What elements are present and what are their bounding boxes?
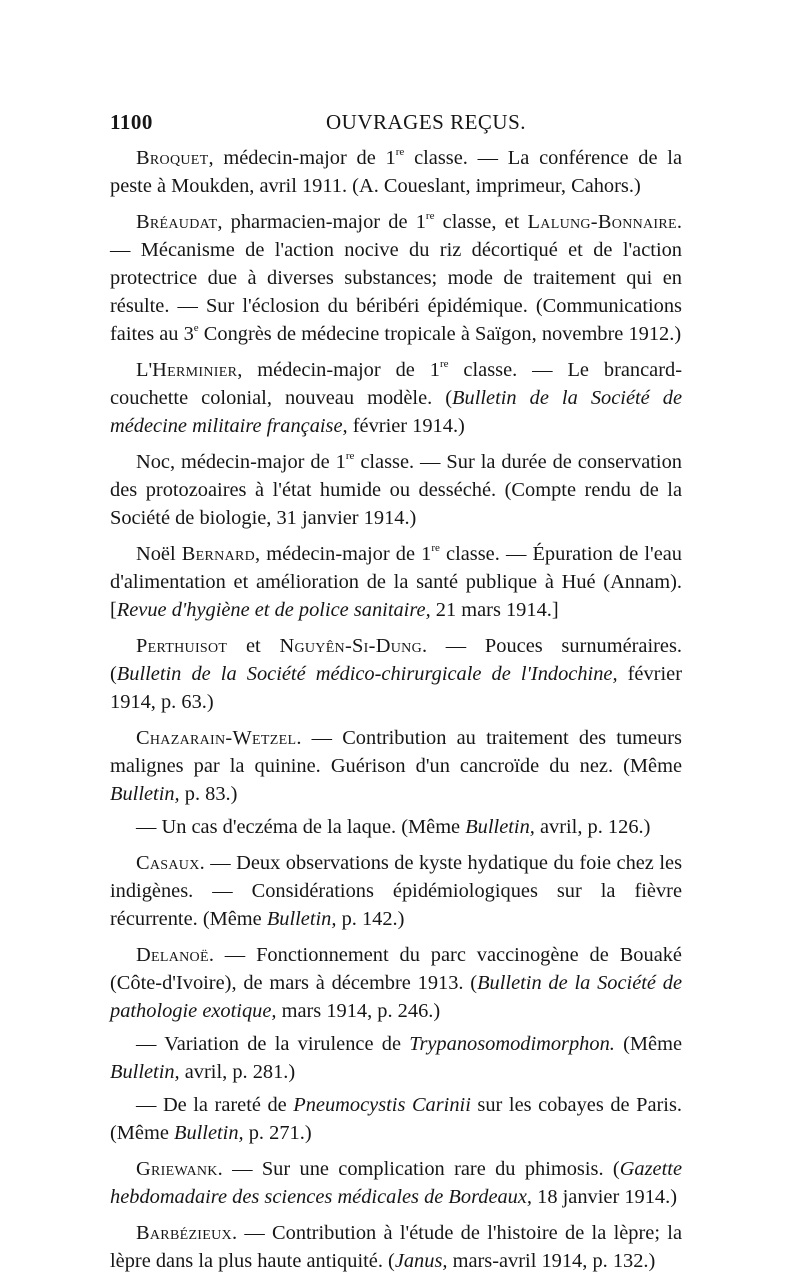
publication-title: Bulletin de la Société de médecine militaire française,: [110, 387, 682, 437]
author-name: Bernard: [181, 543, 256, 565]
entry-text: — Variation de la virulence de: [136, 1033, 410, 1055]
entry-text: . — Deux observations de kyste hydatique du foie chez les indigènes. — Considérations épidémiologiques sur la fièvre récurrente. (Même: [110, 852, 682, 930]
entry-text: mars 1914, p. 246.): [276, 1000, 441, 1022]
ordinal-suffix: re: [439, 358, 449, 370]
entry-text: , pharmacien-major de 1: [217, 211, 426, 233]
ordinal-suffix: re: [345, 450, 355, 462]
entry-text: . — Contribution au traitement des tumeurs malignes par la quinine. Guérison d'un cancroïde du nez. (Même: [110, 727, 682, 777]
bibliography-entry: [110, 448, 682, 532]
entry-text: (Même: [614, 1033, 682, 1055]
bibliography-entry-continuation: [110, 813, 682, 841]
author-name: Lalung-Bonnaire: [527, 211, 677, 233]
ordinal-suffix: re: [431, 542, 440, 554]
entry-text: , médecin-major de 1: [208, 147, 396, 169]
entry-text: avril, p. 126.): [534, 816, 651, 838]
entry-text: Noc, médecin-major de 1: [136, 451, 346, 473]
page-number: 1100: [110, 110, 153, 134]
bibliography-entry-continuation: [110, 1091, 682, 1147]
entry-text: . — Contribution à l'étude de l'histoire de la lèpre; la lèpre dans la plus haute antiquité. (: [110, 1222, 682, 1272]
entry-text: . — Mécanisme de l'action nocive du riz décortiqué et de l'action protectrice due à diverses substances; mode de traitement qui en résulte. — Sur l'éclosion du béribéri épidémique. (Communications faites au 3: [110, 211, 682, 345]
publication-title: Bulletin de la Société médico-chirurgicale de l'Indochine,: [116, 663, 618, 685]
publication-title: Janus,: [394, 1250, 448, 1272]
entry-text: Congrès de médecine tropicale à Saïgon, novembre 1912.): [198, 323, 682, 345]
entry-text: mars-avril 1914, p. 132.): [447, 1250, 656, 1272]
author-name: Perthuisot: [136, 635, 228, 657]
bibliography-entry: [110, 1219, 682, 1275]
bibliography-entry: [110, 849, 682, 933]
entry-text: Noël: [136, 543, 182, 565]
entry-text: 21 mars 1914.]: [430, 599, 559, 621]
ordinal-suffix: e: [193, 322, 199, 334]
entry-text: classe. — La conférence de la peste à Moukden, avril 1911. (A. Coueslant, imprimeur, Cahors.): [110, 147, 682, 197]
author-name: Barbézieux: [136, 1222, 232, 1244]
author-name: Delanoë: [136, 944, 209, 966]
bibliography-entry: [110, 144, 682, 200]
page-header: [110, 110, 682, 140]
entry-text: . — Sur une complication rare du phimosis. (: [217, 1158, 620, 1180]
publication-title: Bulletin,: [110, 1061, 180, 1083]
publication-title: Bulletin,: [465, 816, 535, 838]
entry-text: avril, p. 281.): [179, 1061, 296, 1083]
ordinal-suffix: re: [425, 210, 435, 222]
bibliography-entry: [110, 724, 682, 808]
entry-text: , médecin-major de 1: [237, 359, 440, 381]
bibliography-entry: [110, 540, 682, 624]
author-name: Bréaudat: [136, 211, 218, 233]
author-name: Nguyên-Si-Dung: [279, 635, 422, 657]
bibliography-entry-continuation: [110, 1030, 682, 1086]
publication-title: Pneumocystis Carinii: [293, 1094, 471, 1116]
entry-text: février 1914, p. 63.): [110, 663, 682, 713]
entry-text: classe, et: [434, 211, 528, 233]
entry-text: — De la rareté de: [136, 1094, 294, 1116]
entry-text: , médecin-major de 1: [255, 543, 432, 565]
author-name: Herminier: [152, 359, 238, 381]
author-name: Casaux: [136, 852, 200, 874]
publication-title: Bulletin,: [173, 1122, 244, 1144]
book-page: [110, 110, 682, 1283]
entry-text: 18 janvier 1914.): [532, 1186, 677, 1208]
entry-text: p. 271.): [243, 1122, 312, 1144]
author-name: Griewank: [136, 1158, 218, 1180]
bibliography-entry: [110, 941, 682, 1025]
entry-text: classe. — Sur la durée de conservation des protozoaires à l'état humide ou desséché. (Compte rendu de la Société de biologie, 31 janvier 1914.): [110, 451, 682, 529]
publication-title: Gazette hebdomadaire des sciences médicales de Bordeaux,: [110, 1158, 682, 1208]
publication-title: Revue d'hygiène et de police sanitaire,: [116, 599, 431, 621]
entry-text: — Un cas d'eczéma de la laque. (Même: [136, 816, 466, 838]
bibliography-list: [110, 144, 682, 1275]
author-name: Broquet: [136, 147, 209, 169]
entry-text: . — Fonctionnement du parc vaccinogène de Bouaké (Côte-d'Ivoire), de mars à décembre 1913. (: [110, 944, 682, 994]
running-title: OUVRAGES REÇUS.: [326, 110, 527, 134]
bibliography-entry: [110, 632, 682, 716]
entry-text: classe. — Le brancard-couchette colonial, nouveau modèle. (: [110, 359, 682, 409]
bibliography-entry: [110, 356, 682, 440]
entry-text: classe. — Épuration de l'eau d'alimentation et amélioration de la santé publique à Hué (Annam). [: [110, 543, 683, 621]
entry-text: sur les cobayes de Paris. (Même: [110, 1094, 682, 1144]
entry-text: et: [227, 635, 280, 657]
ordinal-suffix: re: [395, 146, 405, 158]
publication-title: Bulletin de la Société de pathologie exotique,: [110, 972, 683, 1022]
entry-text: L': [136, 359, 153, 381]
publication-title: Bulletin,: [266, 908, 337, 930]
bibliography-entry: [110, 208, 682, 348]
entry-text: p. 83.): [179, 783, 238, 805]
entry-text: p. 142.): [336, 908, 405, 930]
publication-title: Bulletin,: [110, 783, 180, 805]
bibliography-entry: [110, 1155, 682, 1211]
author-name: Chazarain-Wetzel: [136, 727, 297, 749]
entry-text: . — Pouces surnuméraires. (: [110, 635, 682, 685]
publication-title: Trypanosomodimorphon.: [409, 1033, 615, 1055]
entry-text: février 1914.): [347, 415, 465, 437]
